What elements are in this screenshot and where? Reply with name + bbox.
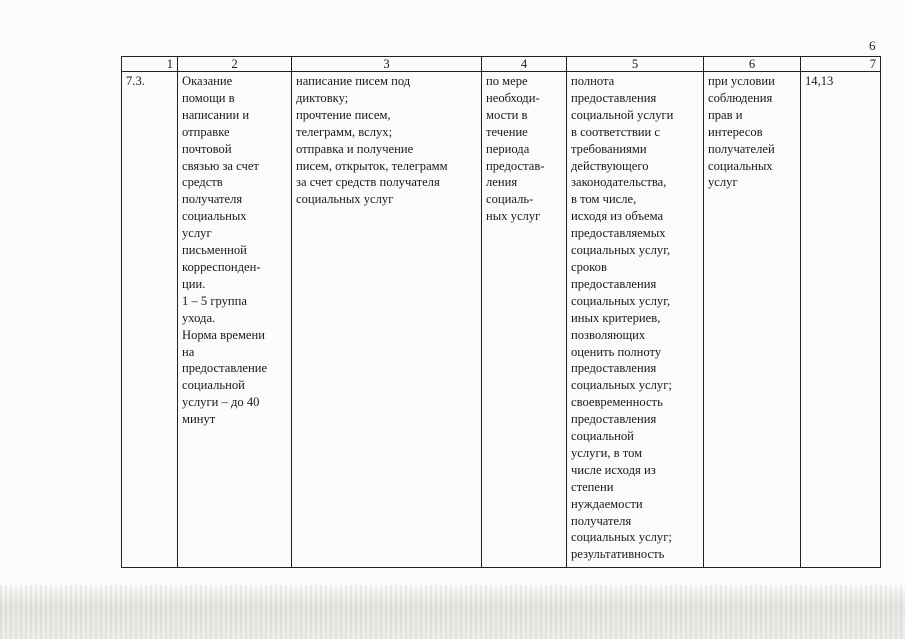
column-header-4: 4 (482, 57, 567, 72)
cell-quality-indicators: полнота предоставления социальной услуги в соответствии с требованиями действующего законодательства, в том числе, исходя из объема предоставляемых социальных услуг, сроков предоставления социальных услуг, иных критериев, позволяющих оценить полноту предоставления социальных услуг; своевременность предоставления социальной услуги, в том числе исходя из степени нуждаемости получателя социальных услуг; результативность (567, 72, 704, 568)
cell-service-name: Оказание помощи в написании и отправке почтовой связью за счет средств получателя социальных услуг письменной корреспонден- ции. 1 – 5 группа ухода. Норма времени на предоставление социальной услуги – до 40 минут (178, 72, 292, 568)
cell-service-description: написание писем под диктовку; прочтение писем, телеграмм, вслух; отправка и получение писем, открыток, телеграмм за счет средств получателя социальных услуг (292, 72, 482, 568)
column-header-1: 1 (122, 57, 178, 72)
page-number: 6 (869, 38, 876, 53)
column-header-6: 6 (704, 57, 801, 72)
column-header-5: 5 (567, 57, 704, 72)
cell-tariff-code: 14,13 (801, 72, 881, 568)
header-row (122, 57, 881, 72)
cell-conditions: при условии соблюдения прав и интересов получателей социальных услуг (704, 72, 801, 568)
services-table (121, 56, 881, 568)
column-header-3: 3 (292, 57, 482, 72)
column-header-7: 7 (801, 57, 881, 72)
cell-item-number: 7.3. (122, 72, 178, 568)
cell-service-terms: по мере необходи- мости в течение периода предостав- ления социаль- ных услуг (482, 72, 567, 568)
scan-artifact-strip (0, 585, 905, 639)
column-header-2: 2 (178, 57, 292, 72)
table-row (122, 72, 881, 568)
